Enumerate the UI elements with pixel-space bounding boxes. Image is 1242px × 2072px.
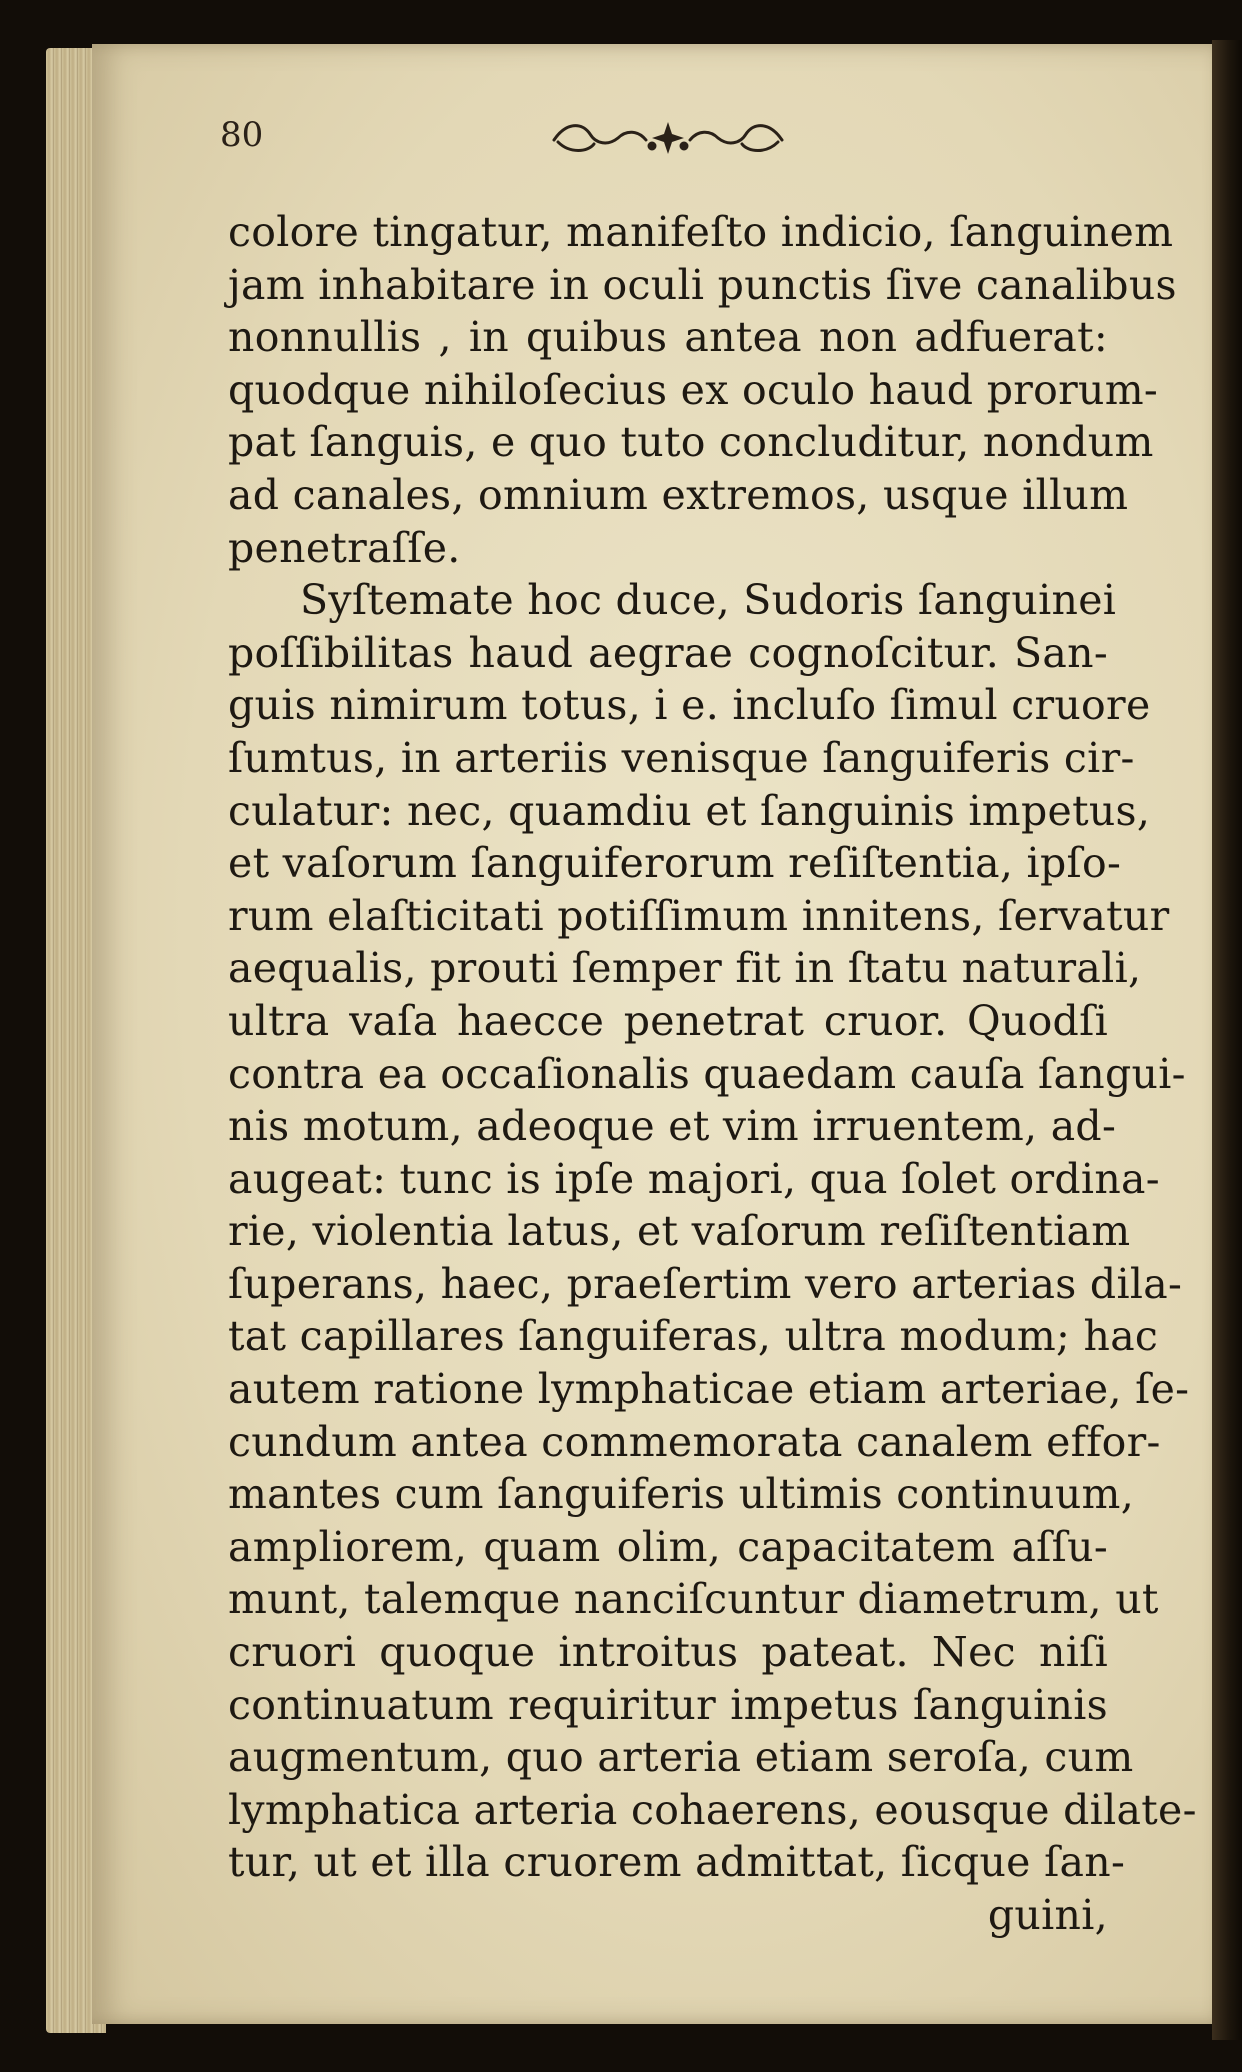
text-line: penetraſſe. [228, 523, 461, 572]
text-line: augmentum, quo arteria etiam seroſa, cum [228, 1733, 1134, 1782]
text-line: continuatum requiritur impetus ſanguinis [228, 1680, 1108, 1729]
text-line: autem ratione lymphaticae etiam arteriae, ſe- [228, 1365, 1190, 1414]
text-line: ſuperans, haec, praeſertim vero arterias dila- [228, 1259, 1183, 1308]
catchword: guini, [987, 1891, 1108, 1939]
text-line: ſumtus, in arteriis venisque ſanguiferis cir- [228, 733, 1135, 782]
text-line: tur, ut et illa cruorem admittat, ſicque ſan- [228, 1838, 1126, 1887]
text-line: poſſibilitas haud aegrae cognoſcitur. San- [228, 628, 1108, 677]
text-line: culatur: nec, quamdiu et ſanguinis impetus, [228, 786, 1151, 835]
text-line: colore tingatur, manifeſto indicio, ſanguinem [228, 208, 1174, 256]
text-line: rie, violentia latus, et vaſorum reſiſtentiam [228, 1207, 1131, 1256]
text-line: quodque nihiloſecius ex oculo haud prorum- [228, 365, 1159, 414]
text-line: jam inhabitare in oculi punctis ſive canalibus [228, 260, 1177, 309]
text-line: augeat: tunc is ipſe majori, qua ſolet ordina- [228, 1154, 1160, 1203]
text-line: nonnullis , in quibus antea non adfuerat: [228, 313, 1108, 362]
text-line: ampliorem, quam olim, capacitatem aſſu- [228, 1522, 1108, 1571]
text-line: aequalis, prouti ſemper fit in ſtatu naturali, [228, 944, 1142, 993]
text-line: cundum antea commemorata canalem effor- [228, 1417, 1161, 1466]
floral-ornament-icon [548, 116, 788, 160]
text-line: lymphatica arteria cohaerens, eousque dilate- [228, 1785, 1197, 1834]
text-line: munt, talemque nanciſcuntur diametrum, ut [228, 1575, 1159, 1624]
text-line: rum elaſticitati potiſſimum innitens, ſervatur [228, 891, 1170, 940]
text-line: tat capillares ſanguiferas, ultra modum; hac [228, 1312, 1159, 1361]
page-number: 80 [220, 115, 264, 155]
text-line: ultra vaſa haecce penetrat cruor. Quodſi [228, 996, 1108, 1045]
text-line: ad canales, omnium extremos, usque illum [228, 470, 1129, 519]
text-line: nis motum, adeoque et vim irruentem, ad- [228, 1102, 1117, 1151]
text-line: cruori quoque introitus pateat. Nec niſi [228, 1628, 1108, 1677]
body-text [228, 206, 1197, 1942]
text-line: contra ea occaſionalis quaedam cauſa ſangui- [228, 1049, 1186, 1098]
text-line: guis nimirum totus, i e. incluſo ſimul cruore [228, 681, 1151, 730]
text-line: mantes cum ſanguiferis ultimis continuum, [228, 1470, 1135, 1519]
book-gutter [1212, 40, 1242, 2040]
text-line: Syſtemate hoc duce, Sudoris ſanguinei [300, 576, 1117, 625]
text-line: pat ſanguis, e quo tuto concluditur, nondum [228, 418, 1154, 467]
text-line: et vaſorum ſanguiferorum reſiſtentia, ipſo- [228, 839, 1122, 888]
